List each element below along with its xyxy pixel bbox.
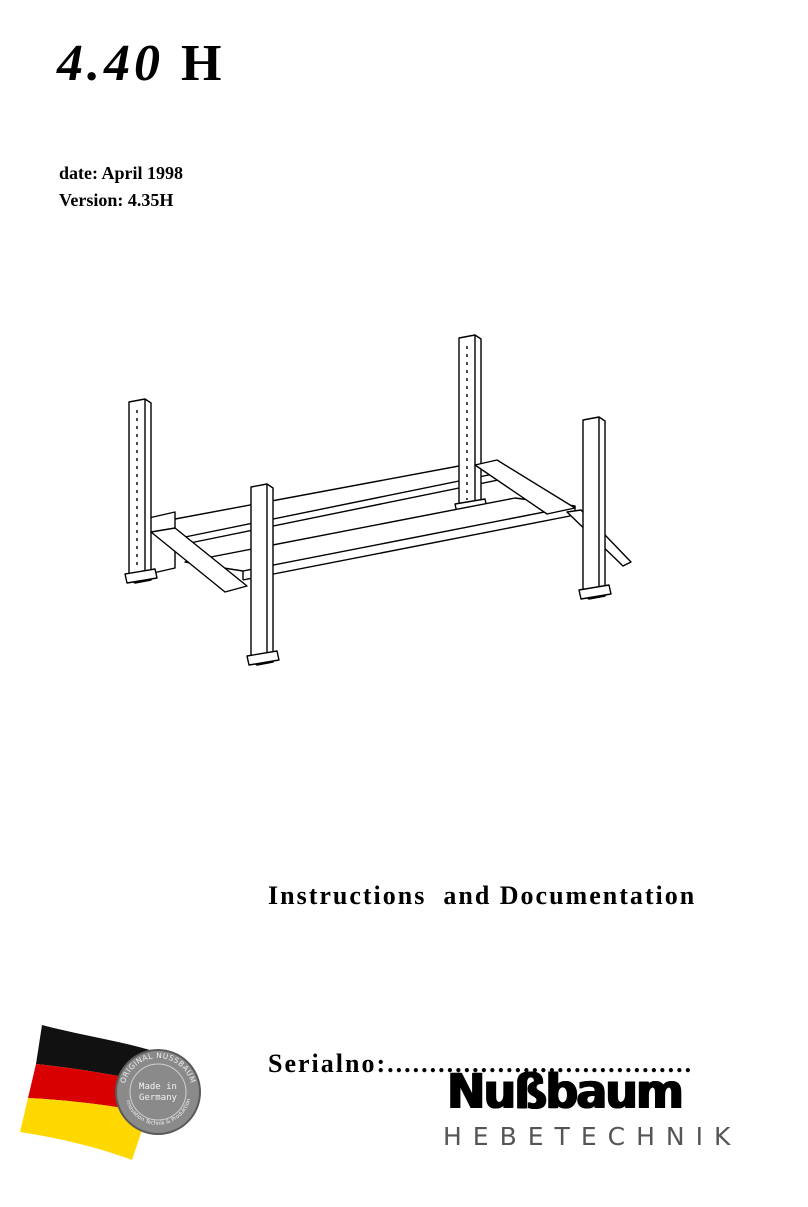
model-suffix: H	[181, 35, 226, 92]
model-title	[57, 35, 226, 92]
four-post-lift-drawing-icon	[115, 330, 645, 675]
serial-number-field: Serialno:....................................	[268, 1049, 694, 1078]
seal-ring-text: ORIGINAL NUSSBAUM	[118, 1050, 198, 1085]
document-heading: Instructions and Documentation	[268, 881, 697, 910]
brand-wordmark: Nußbaum	[447, 1062, 682, 1120]
brand-logo	[443, 1062, 789, 1151]
model-number: 4.40	[57, 35, 164, 92]
brand-subline: HEBETECHNIK	[443, 1122, 742, 1151]
seal-bottom-text: nnovation Technik & Produktion	[124, 1098, 193, 1127]
document-meta	[59, 160, 183, 214]
date-line: date: April 1998	[59, 163, 183, 183]
post-rear-right	[455, 335, 487, 513]
seal-center-line1: Made in	[139, 1082, 177, 1092]
post-front-right	[579, 417, 611, 599]
version-line: Version: 4.35H	[59, 190, 174, 210]
seal-center-line2: Germany	[139, 1093, 177, 1103]
german-flag-seal-icon	[20, 1020, 210, 1165]
